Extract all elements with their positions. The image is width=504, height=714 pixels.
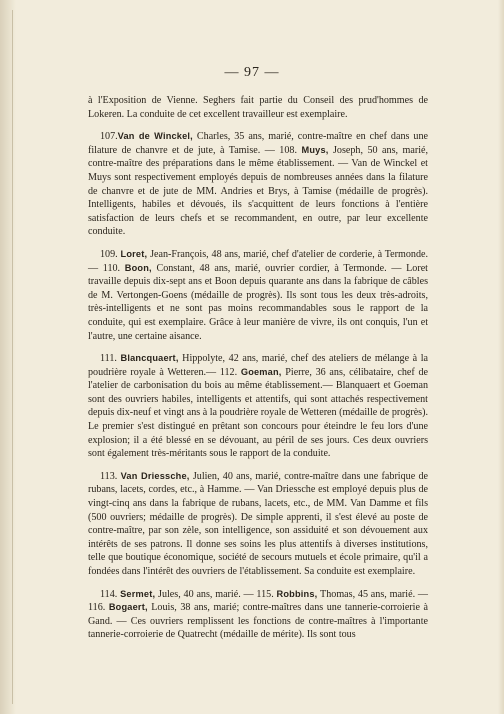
paragraph-text: 113. <box>100 470 121 482</box>
paragraph-text: Louis, 38 ans, marié; contre-maîtres dans une tannerie-corroierie à Gand. — Ces ouvriers remplissent les fonctions de contre-maîtres à l'importante tannerie-corroierie de Quatrecht (médaille de mérite). Ils sont tous <box>88 602 428 641</box>
person-name: Van Driessche, <box>120 470 190 481</box>
paragraph-text: Charles, 35 ans, marié, contre-maître en chef dans une filature de chanvre et de jute, à Tamise. — 108. <box>88 131 428 156</box>
page-number: — 97 — <box>224 65 280 80</box>
paragraph-text: 111. <box>100 353 121 365</box>
paragraph-p114 <box>88 588 428 642</box>
person-name: Goeman, <box>240 366 282 377</box>
paragraph-p107 <box>88 130 428 239</box>
paragraph-p0 <box>88 94 428 121</box>
person-name: Blancquaert, <box>120 353 179 364</box>
person-name: Bogaert, <box>108 602 148 613</box>
paragraph-text: Julien, 40 ans, marié, contre-maître dans une fabrique de rubans, lacets, cordes, etc., à Hamme. — Van Driessche est employé depuis plus de vingt-cinq ans dans la fabrique de rubans, lacets, etc., de MM. Van Damme et fils (500 ouvriers; médaille de progrès). De simple apprenti, il s'est élevé au poste de contre-maître, par son zèle, son intelligence, son assiduité et son dévouement aux intérêts de ses patrons. Il donne ses soins les plus attentifs à diverses institutions, telle que boutique économique, société de secours mutuels et école primaire, qu'il a fondées dans l'intérêt des ouvriers de l'établissement. Sa conduite est exemplaire. <box>88 470 428 577</box>
paragraph-text: Jules, 40 ans, marié. — 115. <box>155 588 277 600</box>
body-text <box>88 94 428 651</box>
paragraph-text: 107. <box>100 131 118 143</box>
paragraph-text: Constant, 48 ans, marié, ouvrier cordier, à Termonde. — Loret travaille depuis dix-sept ans et Boon depuis quarante ans dans la fabrique de câbles de M. Vertongen-Goens (médaille de progrès). Ils sont tous les deux très-adroits, très-intelligents et ne sont pas moins recommandables sous le rapport de la conduite, qui est exemplaire. Grâce à leur manière de vivre, ils ont conquis, l'un et l'autre, une certaine aisance. <box>88 262 428 342</box>
paragraph-text: Thomas, 45 ans, marié. — 116. <box>88 588 428 614</box>
person-name: Robbins, <box>276 588 318 599</box>
paragraph-text: 109. <box>100 248 121 260</box>
person-name: Muys, <box>301 144 329 155</box>
paragraph-text: à l'Exposition de Vienne. Seghers fait partie du Conseil des prud'hommes de Lokeren. La conduite de cet excellent travailleur est exemplaire. <box>88 95 428 120</box>
page-spine <box>0 0 16 714</box>
paragraph-text: Joseph, 50 ans, marié, contre-maître des préparations dans le même établissement. — Van de Winckel et Muys sont respectivement employés depuis de nombreuses années dans la filature de chanvre et de jute de MM. Andries et Brys, à Tamise (médaille de progrès). Intelligents, habiles et dévoués, ils s'acquittent de leurs fonctions à l'entière satisfaction de leurs chefs et se recommandent, en outre, par leur excellente conduite. <box>88 144 429 238</box>
paragraph-text: Pierre, 36 ans, célibataire, chef de l'atelier de carbonisation du bois au même établissement.— Blanquaert et Goeman sont des ouvriers habiles, intelligents et attentifs, qui sont attachés respectivement depuis dix-neuf et vingt ans à la poudrière royale de Wetteren (médaille de progrès). Le premier s'est distingué en prêtant son concours pour éteindre le feu lors d'une explosion; il a été blessé en se dévouant, au péril de ses jours. Ces deux ouvriers sont également très-méritants sous le rapport de la conduite. <box>88 366 428 460</box>
paragraph-p109 <box>88 248 428 343</box>
paragraph-p111 <box>88 352 428 461</box>
paragraph-text: 114. <box>100 588 121 600</box>
person-name: Van de Winckel, <box>117 131 193 142</box>
paragraph-p113 <box>88 470 428 579</box>
gutter-line <box>12 10 13 704</box>
page-edge <box>498 0 504 714</box>
person-name: Boon, <box>124 262 152 273</box>
paragraph-text: Jean-François, 48 ans, marié, chef d'atelier de corderie, à Termonde. — 110. <box>88 248 429 274</box>
paragraph-text: Hippolyte, 42 ans, marié, chef des ateliers de mélange à la poudrière royale à Wetteren.— 112. <box>88 353 428 378</box>
person-name: Sermet, <box>120 588 156 599</box>
person-name: Loret, <box>120 248 148 259</box>
